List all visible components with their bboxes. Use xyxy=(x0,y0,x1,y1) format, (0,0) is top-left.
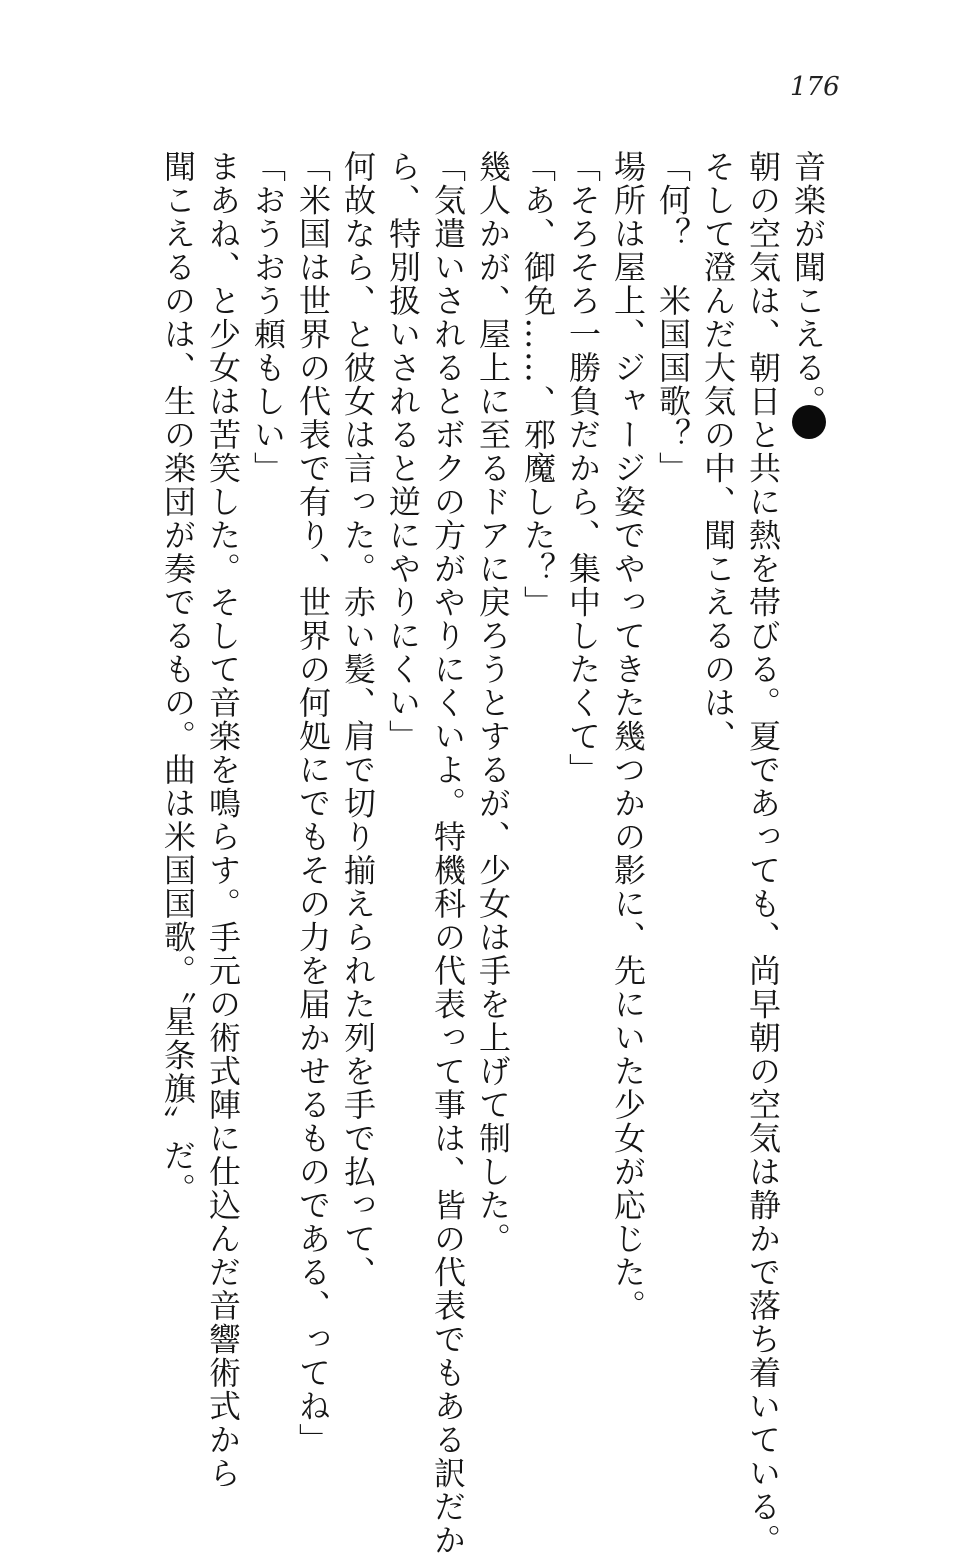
page-number: 176 xyxy=(790,72,840,102)
text-line: 聞こえるのは、生の楽団が奏でるもの。曲は米国国歌。〝星条旗〟だ。 xyxy=(159,150,197,1206)
text-line: 何故なら、と彼女は言った。赤い髪、肩で切り揃えられた列を手で払って、 xyxy=(339,150,377,1289)
text-line: 朝の空気は、朝日と共に熱を帯びる。夏であっても、尚早朝の空気は静かで落ち着いている。 xyxy=(744,150,782,1557)
body-text xyxy=(155,150,830,1557)
text-line: 音楽が聞こえる。 xyxy=(789,150,827,418)
text-line: 「そろそろ一勝負だから、集中したくて」 xyxy=(564,150,602,787)
text-line: 場所は屋上、ジャージ姿でやってきた幾つかの影に、先にいた少女が応じた。 xyxy=(609,150,647,1323)
text-line: ら、特別扱いされると逆にやりにくい」 xyxy=(384,150,422,753)
text-line: 「あ、御免……、邪魔した？」 xyxy=(519,150,557,619)
text-line: 「気遣いされるとボクの方がやりにくいよ。特機科の代表って事は、皆の代表でもある訳だか xyxy=(429,150,467,1557)
text-line: 「おうおう頼もしい」 xyxy=(249,150,287,485)
text-line: 幾人かが、屋上に至るドアに戻ろうとするが、少女は手を上げて制した。 xyxy=(474,150,512,1256)
text-line: 「米国は世界の代表で有り、世界の何処にでもその力を届かせるものである、ってね」 xyxy=(294,150,332,1457)
text-line: 「何？ 米国国歌？」 xyxy=(654,150,692,485)
text-line: まあね、と少女は苦笑した。そして音楽を鳴らす。手元の術式陣に仕込んだ音響術式から xyxy=(204,150,242,1490)
text-line: そして澄んだ大気の中、聞こえるのは、 xyxy=(699,150,737,753)
